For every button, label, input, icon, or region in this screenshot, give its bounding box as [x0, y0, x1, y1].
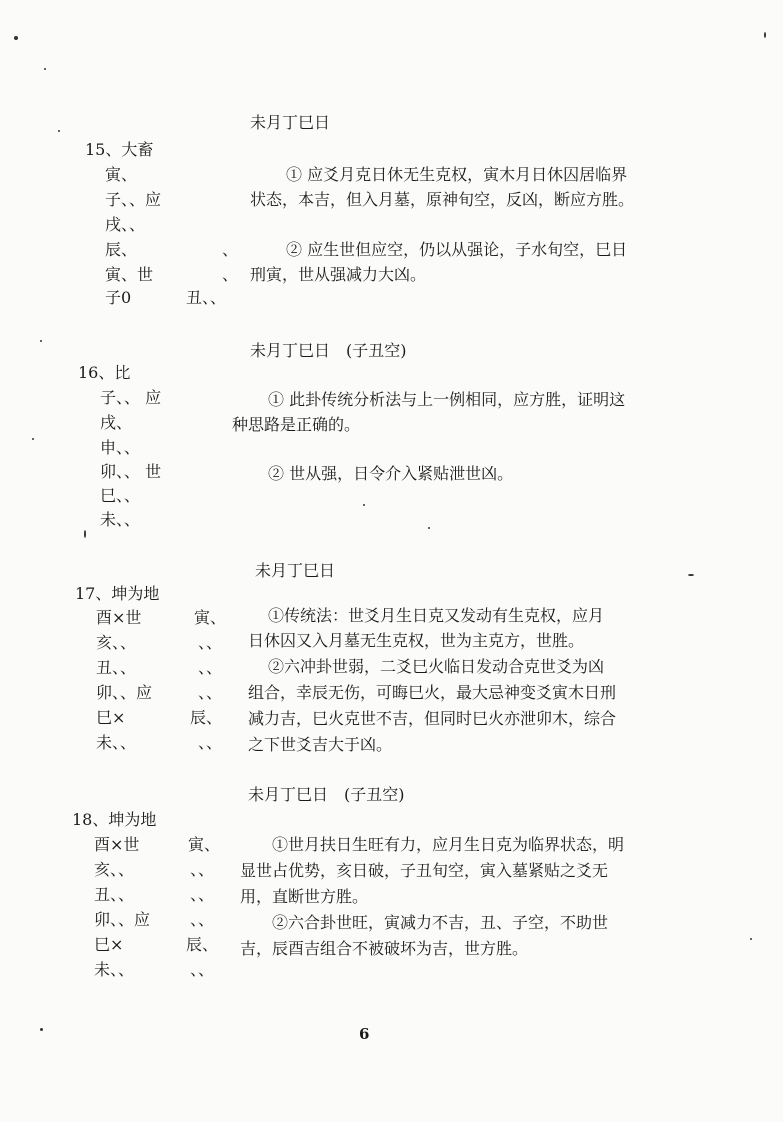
section-16-date: 未月丁巳日 (子丑空): [250, 341, 407, 360]
section-18-line-4: 卯、、应: [94, 910, 151, 929]
section-18-para2-line1: ②六合卦世旺，寅减力不吉，丑、子空，不助世: [272, 913, 609, 932]
section-17-para2-line1: ②六冲卦世弱，二爻巳火临日发动合克世爻为凶: [268, 657, 605, 676]
section-18-para1-line1: ①世月扶日生旺有力，应月生日克为临界状态，明: [272, 835, 625, 854]
scan-speck: [14, 36, 18, 40]
scan-speck: [40, 1028, 43, 1031]
section-15-mark-2: 、: [222, 265, 239, 284]
section-15-mark-1: 、: [222, 240, 239, 259]
section-15-para1-line2: 状态，本吉，但入月墓，原神旬空，反凶，断应方胜。: [250, 190, 635, 209]
section-17-para1-line1: ①传统法：世爻月生日克又发动有生克权，应月: [268, 606, 605, 625]
section-18-mark-6: 、、: [190, 960, 215, 979]
scan-speck: [32, 438, 34, 440]
section-18-line-2: 亥、、: [94, 860, 135, 879]
section-15-mark-3: 丑、、: [186, 288, 227, 307]
section-15-para1-line1: ① 应爻月克日休无生克权，寅木月日休囚居临界: [286, 165, 628, 184]
section-18-mark-4: 、、: [190, 910, 215, 929]
section-18-mark-1: 寅、: [188, 835, 221, 854]
section-15-line-1: 寅、: [105, 165, 138, 184]
section-17-line-2: 亥、、: [96, 633, 137, 652]
section-17-mark-5: 辰、: [190, 708, 223, 727]
scan-speck: [84, 530, 86, 538]
section-18-line-5: 巳×: [94, 935, 124, 954]
scan-speck: [44, 68, 46, 70]
section-16-line-5: 巳、、: [100, 486, 141, 505]
section-17-para2-line3: 减力吉，巳火克世不吉，但同时巳火亦泄卯木，综合: [248, 709, 617, 728]
section-17-line-5: 巳×: [96, 708, 126, 727]
section-17-mark-3: 、、: [198, 658, 223, 677]
section-18-title: 18、坤为地: [72, 810, 157, 829]
section-17-title: 17、坤为地: [75, 584, 160, 603]
section-16-line-3: 申、、: [100, 438, 141, 457]
section-17-mark-2: 、、: [198, 633, 223, 652]
scan-speck: [750, 938, 752, 940]
section-17-line-4: 卯、、应: [96, 683, 153, 702]
section-17-mark-1: 寅、: [194, 608, 227, 627]
section-18-mark-2: 、、: [190, 860, 215, 879]
section-18-date: 未月丁巳日 (子丑空): [248, 785, 405, 804]
section-16-line-6: 未、、: [100, 510, 141, 529]
section-17-line-1: 酉×世: [96, 608, 142, 627]
section-18-para1-line2: 显世占优势，亥日破，子丑旬空，寅入墓紧贴之爻无: [240, 861, 609, 880]
section-15-para2-line2: 刑寅，世从强减力大凶。: [250, 265, 427, 284]
section-16-para2-line1: ② 世从强，日令介入紧贴泄世凶。: [268, 464, 514, 483]
scan-speck: [58, 130, 60, 132]
section-16-line-2: 戌、: [100, 413, 133, 432]
section-17-para1-line2: 日休囚又入月墓无生克权，世为主克方，世胜。: [248, 631, 585, 650]
section-17-line-3: 丑、、: [96, 658, 137, 677]
section-18-mark-3: 、、: [190, 885, 215, 904]
section-17-para2-line2: 组合，幸辰无伤，可晦巳火，最大忌神变爻寅木日刑: [248, 683, 617, 702]
section-15-title: 15、大畜: [85, 140, 154, 159]
section-16-line-4: 卯、、 世: [100, 462, 162, 481]
section-18-line-3: 丑、、: [94, 885, 135, 904]
section-16-para1-line1: ① 此卦传统分析法与上一例相同，应方胜，证明这: [268, 390, 626, 409]
page-number: 6: [359, 1025, 370, 1043]
section-16-para1-line2: 种思路是正确的。: [232, 415, 361, 434]
section-17-line-6: 未、、: [96, 733, 137, 752]
scan-speck: [428, 527, 430, 529]
scan-speck: [764, 32, 766, 38]
section-18-para2-line2: 吉，辰酉吉组合不被破坏为吉，世方胜。: [240, 939, 529, 958]
section-16-title: 16、比: [78, 363, 131, 382]
section-15-line-6: 子0: [105, 288, 132, 307]
section-15-line-3: 戌、、: [105, 215, 146, 234]
section-17-mark-4: 、、: [198, 683, 223, 702]
section-15-date: 未月丁巳日: [250, 113, 331, 132]
section-18-line-1: 酉×世: [94, 835, 140, 854]
section-17-para2-line4: 之下世爻吉大于凶。: [248, 735, 393, 754]
section-18-para1-line3: 用，直断世方胜。: [240, 887, 369, 906]
section-18-mark-5: 辰、: [186, 935, 219, 954]
scan-speck: [363, 504, 365, 506]
section-15-line-5: 寅、世: [105, 265, 154, 284]
section-16-line-1: 子、、 应: [100, 388, 162, 407]
section-17-mark-6: 、、: [198, 733, 223, 752]
section-15-line-4: 辰、: [105, 240, 138, 259]
scan-speck: [40, 340, 42, 342]
section-15-para2-line1: ② 应生世但应空，仍以从强论，子水旬空，巳日: [286, 240, 628, 259]
scan-speck: [688, 574, 694, 576]
section-18-line-6: 未、、: [94, 960, 135, 979]
section-15-line-2: 子、、应: [105, 190, 162, 209]
section-17-date: 未月丁巳日: [255, 561, 336, 580]
